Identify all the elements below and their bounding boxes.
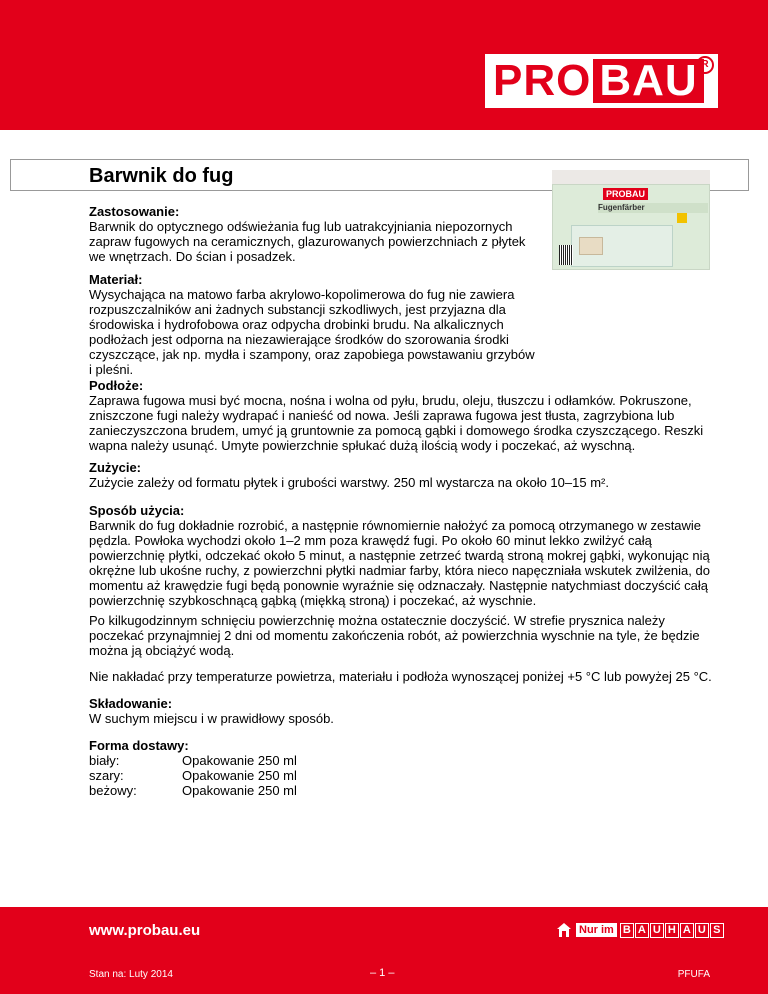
delivery-pack: Opakowanie 250 ml: [182, 768, 297, 783]
section-line: rozpuszczalników ani żadnych substancji szkodliwych, jest przyjazna dla: [89, 302, 506, 317]
barcode-icon: [559, 245, 573, 265]
section-line: poczekać przynajmniej 2 dni od momentu zakończenia robót, aż powierzchnia wyschnie na tyle, że będzie: [89, 628, 700, 643]
section-line: wapna należy usunąć. Umyte powierzchnie spłukać dużą ilością wody i poczekać, aż wyschną.: [89, 438, 636, 453]
section-line: okrężne lub ukośne ruchy, z powierzchni płytki nadmiar farby, która nieco napęczniała wskutek zwilżenia, do: [89, 563, 710, 578]
delivery-row: [89, 783, 297, 798]
section-line: podłożach jest odporna na niezawierające środków do szorowania środki: [89, 332, 509, 347]
section-line: Po kilkugodzinnym schnięciu powierzchnię można ostatecznie doczyścić. W strefie prysznica należy: [89, 613, 665, 628]
delivery-row: [89, 768, 297, 783]
bauhaus-letter: H: [665, 923, 679, 938]
section-heading: Zastosowanie:: [89, 204, 180, 219]
delivery-heading: Forma dostawy:: [89, 738, 189, 753]
probau-logo: [485, 54, 718, 108]
section-heading: Podłoże:: [89, 378, 144, 393]
box-logo: PROBAU: [603, 188, 648, 200]
bauhaus-letters: [620, 923, 725, 938]
date-stamp: Stan na: Luty 2014: [89, 969, 173, 980]
section-line: można ją obciążyć wodą.: [89, 643, 235, 658]
delivery-pack: Opakowanie 250 ml: [182, 753, 297, 768]
bauhaus-letter: A: [635, 923, 649, 938]
section-material: [89, 272, 535, 377]
logo-pro: PRO: [493, 56, 592, 105]
house-icon: [556, 922, 572, 938]
section-line: Zużycie zależy od formatu płytek i grubości warstwy. 250 ml wystarcza na około 10–15 m².: [89, 475, 609, 490]
header-banner: [0, 0, 768, 130]
section-line: Wysychająca na matowo farba akrylowo-kopolimerowa do fug nie zawiera: [89, 287, 515, 302]
box-product-name: Fugenfärber: [598, 203, 708, 213]
section-heading: Sposób użycia:: [89, 503, 185, 518]
section-line: Barwnik do fug dokładnie rozrobić, a następnie równomiernie nałożyć za pomocą otrzymanego w zestawie: [89, 518, 702, 533]
delivery-color: beżowy:: [89, 783, 137, 798]
section-heading: Składowanie:: [89, 696, 173, 711]
section-skladowanie: [89, 696, 334, 726]
section-podloze: [89, 378, 703, 453]
house-icon: [677, 213, 687, 223]
section-line: czyszczące, jak np. mydła i szampony, oraz zapobiega powstawaniu grzybów: [89, 347, 535, 362]
box-top: [552, 170, 710, 184]
section-line: i pleśni.: [89, 362, 134, 377]
website-link[interactable]: www.probau.eu: [89, 922, 201, 939]
logo-bau: BAU: [593, 59, 703, 103]
section-line: Barwnik do optycznego odświeżania fug lub uatrakcyjniania niepozornych: [89, 219, 513, 234]
bauhaus-letter: S: [710, 923, 724, 938]
delivery-pack: Opakowanie 250 ml: [182, 783, 297, 798]
section-line: Zaprawa fugowa musi być mocna, nośna i wolna od pyłu, brudu, oleju, tłuszczu i odłamków. Pokruszone,: [89, 393, 692, 408]
section-temperature: [89, 669, 712, 684]
document-code: PFUFA: [677, 969, 710, 980]
page-title: Barwnik do fug: [89, 165, 234, 187]
product-image: [552, 170, 710, 270]
box-color-swatch: [579, 237, 603, 255]
section-line: zapraw fugowych na ceramicznych, glazurowanych powierzchniach z płytek: [89, 234, 526, 249]
registered-mark: R: [696, 56, 714, 74]
section-heading: Zużycie:: [89, 460, 142, 475]
page-number: – 1 –: [370, 967, 395, 979]
section-line: powierzchnię płytki, odczekać około 5 minut, a następnie zetrzeć twardą stroną mokrej gąbki, wykonując nią: [89, 548, 710, 563]
section-zastosowanie: [89, 204, 525, 264]
bauhaus-letter: U: [695, 923, 709, 938]
bauhaus-letter: U: [650, 923, 664, 938]
delivery-color: szary:: [89, 768, 124, 783]
nur-im-label: Nur im: [576, 923, 617, 937]
bauhaus-logo: [556, 922, 725, 938]
delivery-form: [89, 738, 297, 798]
section-drying: [89, 613, 700, 658]
section-zuzycie: [89, 460, 609, 490]
section-line: pędzla. Powłoka wychodzi około 1–2 mm poza krawędź fugi. Po około 60 minut lekko zwilżyć całą: [89, 533, 652, 548]
section-line: W suchym miejscu i w prawidłowy sposób.: [89, 711, 334, 726]
delivery-row: [89, 753, 297, 768]
section-heading: Materiał:: [89, 272, 143, 287]
section-line: we wnętrzach. Do ścian i posadzek.: [89, 249, 296, 264]
footer-banner: [0, 907, 768, 994]
section-line: momentu aż krawędzie fugi będą ponownie wyraźnie się odznaczały. Następnie natychmiast doczyścić całą: [89, 578, 709, 593]
section-line: Nie nakładać przy temperaturze powietrza, materiału i podłoża wynoszącej poniżej +5 °C lub powyżej 25 °C.: [89, 669, 712, 684]
bauhaus-letter: A: [680, 923, 694, 938]
delivery-color: biały:: [89, 753, 120, 768]
section-line: środowiska i hydrofobowa oraz odpycha drobinki brudu. Na alkalicznych: [89, 317, 504, 332]
bauhaus-letter: B: [620, 923, 634, 938]
section-line: powierzchnię szybkoschnącą gąbką (miękką stroną) i poczekać, aż wyschnie.: [89, 593, 537, 608]
section-line: zanieczyszczona brudem, umyć ją gruntownie za pomocą gąbki i domowego środka czyszczącego. Reszki: [89, 423, 704, 438]
box-front: [552, 184, 710, 270]
section-line: zniszczone fugi należy wydrapać i nanieść od nowa. Jeśli zaprawa fugowa jest tłusta, zagrzybiona lub: [89, 408, 675, 423]
section-sposob-uzycia: [89, 503, 710, 608]
